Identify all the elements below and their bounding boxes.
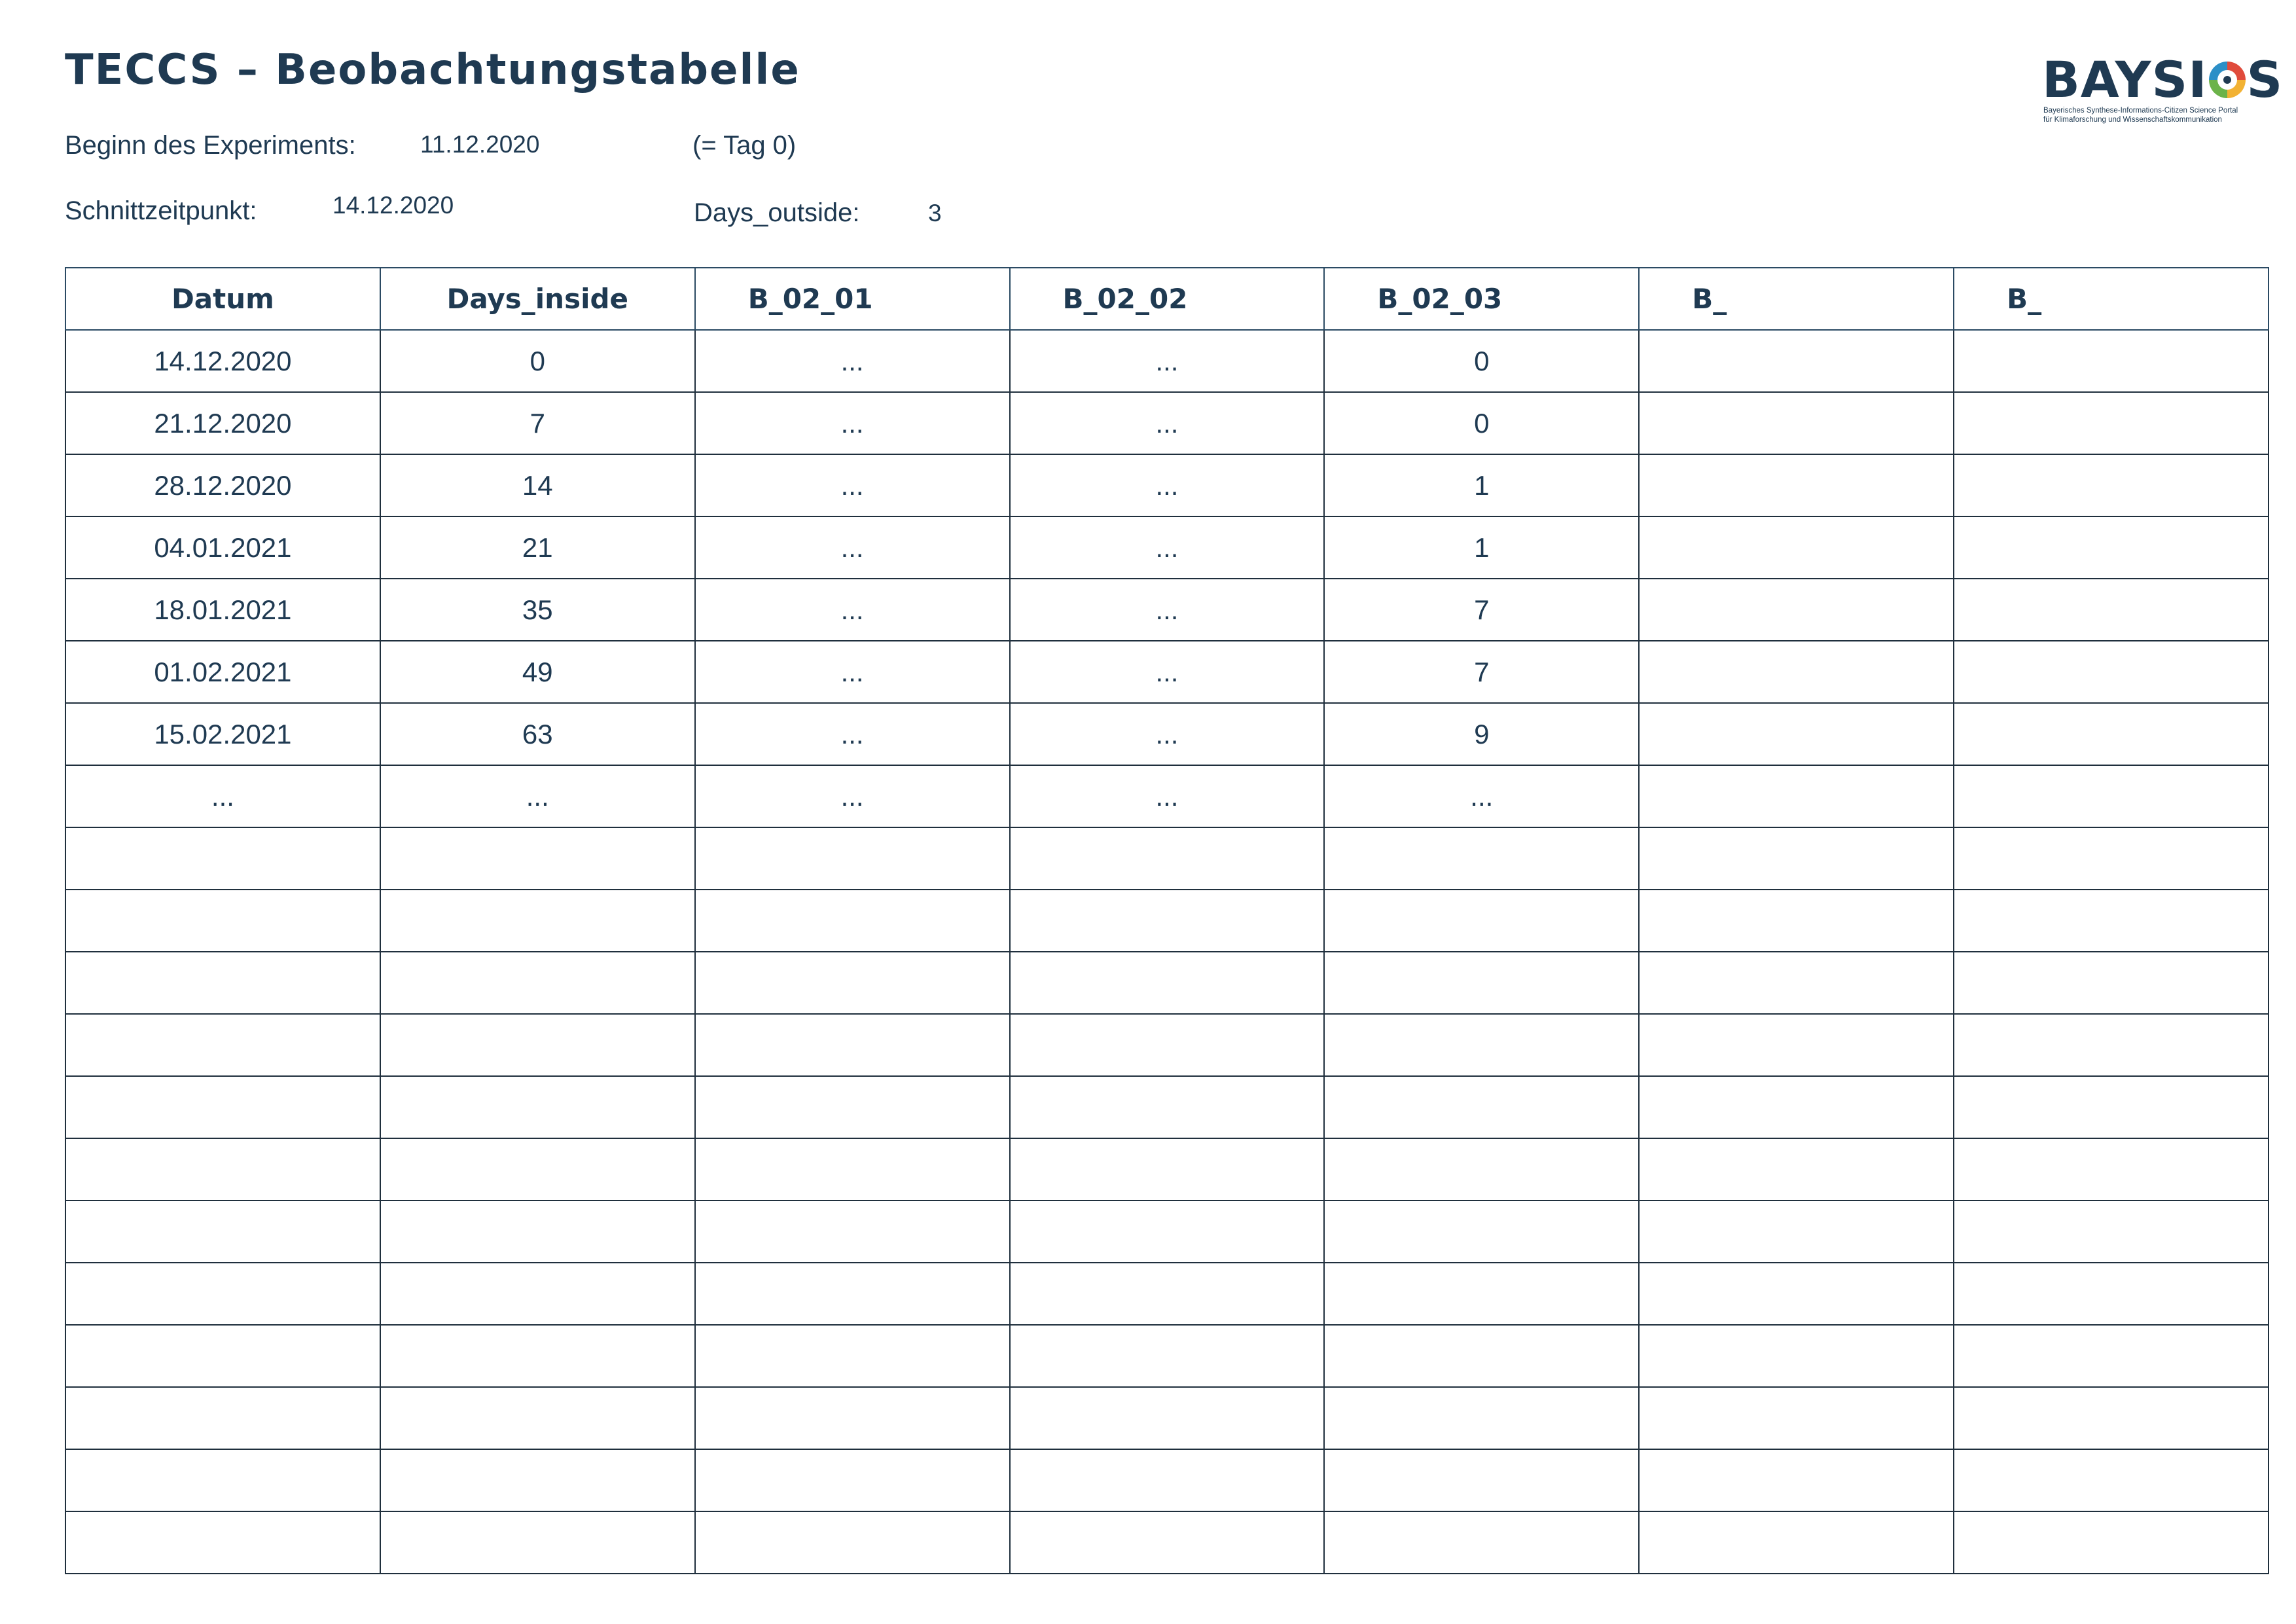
- table-cell[interactable]: [1324, 1325, 1639, 1387]
- table-cell[interactable]: [1639, 765, 1954, 827]
- table-cell[interactable]: [695, 1449, 1010, 1511]
- table-cell[interactable]: ...: [695, 765, 1010, 827]
- table-cell[interactable]: [1639, 703, 1954, 765]
- table-cell[interactable]: [1639, 392, 1954, 454]
- table-cell[interactable]: [1324, 952, 1639, 1014]
- table-cell[interactable]: [1324, 1076, 1639, 1138]
- table-cell[interactable]: ...: [1010, 330, 1325, 392]
- table-cell[interactable]: [695, 890, 1010, 952]
- table-cell[interactable]: 7: [1324, 579, 1639, 641]
- table-cell[interactable]: [65, 1014, 380, 1076]
- table-cell[interactable]: 1: [1324, 454, 1639, 516]
- table-cell[interactable]: [1954, 1014, 2269, 1076]
- logo-wordmark-left: BAYSI: [2042, 50, 2208, 109]
- table-row: [65, 641, 2269, 703]
- table-cell[interactable]: [695, 1200, 1010, 1263]
- table-cell[interactable]: ...: [1010, 703, 1325, 765]
- table-row: [65, 392, 2269, 454]
- table-cell[interactable]: 01.02.2021: [65, 641, 380, 703]
- table-cell[interactable]: ...: [695, 579, 1010, 641]
- table-cell[interactable]: [1954, 641, 2269, 703]
- table-row: [65, 579, 2269, 641]
- table-cell[interactable]: ...: [1010, 765, 1325, 827]
- table-cell[interactable]: [1954, 579, 2269, 641]
- table-cell[interactable]: [1010, 1449, 1325, 1511]
- table-cell[interactable]: [1954, 1325, 2269, 1387]
- table-cell[interactable]: ...: [1010, 516, 1325, 579]
- table-cell[interactable]: 28.12.2020: [65, 454, 380, 516]
- table-cell[interactable]: [1954, 1138, 2269, 1200]
- table-cell[interactable]: [1010, 1200, 1325, 1263]
- table-header-row: [65, 268, 2269, 330]
- days-outside-label: Days_outside:: [694, 198, 860, 227]
- table-cell[interactable]: [1324, 890, 1639, 952]
- table-cell[interactable]: [1010, 1263, 1325, 1325]
- table-cell[interactable]: [695, 1014, 1010, 1076]
- table-cell[interactable]: [1639, 1449, 1954, 1511]
- logo-subtitle-line-2: für Klimaforschung und Wissenschaftskommunikation: [2043, 116, 2222, 124]
- table-cell[interactable]: [380, 890, 695, 952]
- cut-time-label: Schnittzeitpunkt:: [65, 196, 257, 225]
- table-cell[interactable]: [1639, 641, 1954, 703]
- table-cell[interactable]: [380, 1076, 695, 1138]
- table-cell[interactable]: [1639, 952, 1954, 1014]
- table-cell[interactable]: 7: [1324, 641, 1639, 703]
- table-cell[interactable]: 0: [1324, 392, 1639, 454]
- table-cell[interactable]: [65, 952, 380, 1014]
- table-cell[interactable]: [380, 1263, 695, 1325]
- logo-subtitle: [2043, 106, 2238, 124]
- column-header-datum: Datum: [65, 268, 380, 330]
- table-cell[interactable]: [65, 1387, 380, 1449]
- table-cell[interactable]: [1324, 1263, 1639, 1325]
- table-row: [65, 1449, 2269, 1511]
- table-cell[interactable]: [380, 1511, 695, 1574]
- table-row: [65, 703, 2269, 765]
- table-cell[interactable]: [1954, 1076, 2269, 1138]
- table-cell[interactable]: [1954, 1200, 2269, 1263]
- table-cell[interactable]: [1639, 454, 1954, 516]
- table-cell[interactable]: 21: [380, 516, 695, 579]
- table-cell[interactable]: [1639, 1325, 1954, 1387]
- table-cell[interactable]: 15.02.2021: [65, 703, 380, 765]
- table-cell[interactable]: [1954, 827, 2269, 890]
- table-cell[interactable]: ...: [695, 330, 1010, 392]
- table-cell[interactable]: [695, 1263, 1010, 1325]
- table-cell[interactable]: [1324, 1014, 1639, 1076]
- table-cell[interactable]: 14.12.2020: [65, 330, 380, 392]
- table-cell[interactable]: [695, 1511, 1010, 1574]
- table-cell[interactable]: 49: [380, 641, 695, 703]
- logo-wordmark-right: S: [2246, 50, 2284, 109]
- table-cell[interactable]: [1954, 1387, 2269, 1449]
- page-title: TECCS – Beobachtungstabelle: [65, 46, 800, 94]
- table-cell[interactable]: [1639, 1263, 1954, 1325]
- table-cell[interactable]: [1010, 1325, 1325, 1387]
- table-cell[interactable]: [1954, 952, 2269, 1014]
- table-cell[interactable]: [1010, 1138, 1325, 1200]
- table-cell[interactable]: 35: [380, 579, 695, 641]
- table-cell[interactable]: [1639, 516, 1954, 579]
- column-header-b-02-01: B_02_01: [695, 268, 1010, 330]
- table-cell[interactable]: [380, 1014, 695, 1076]
- table-cell[interactable]: [65, 1449, 380, 1511]
- table-cell[interactable]: ...: [695, 641, 1010, 703]
- table-cell[interactable]: [1010, 952, 1325, 1014]
- table-cell[interactable]: ...: [1324, 765, 1639, 827]
- table-cell[interactable]: 0: [380, 330, 695, 392]
- table-cell[interactable]: 04.01.2021: [65, 516, 380, 579]
- column-header-b-02-03: B_02_03: [1324, 268, 1639, 330]
- table-row: [65, 1076, 2269, 1138]
- table-cell[interactable]: ...: [1010, 641, 1325, 703]
- table-row: [65, 1014, 2269, 1076]
- table-cell[interactable]: [1954, 454, 2269, 516]
- logo-ring-icon: [2209, 62, 2246, 98]
- table-cell[interactable]: [1954, 1449, 2269, 1511]
- table-cell[interactable]: [1324, 1200, 1639, 1263]
- table-cell[interactable]: [1010, 1387, 1325, 1449]
- table-cell[interactable]: [1639, 330, 1954, 392]
- table-cell[interactable]: [380, 1449, 695, 1511]
- table-cell[interactable]: [1639, 890, 1954, 952]
- table-cell[interactable]: ...: [695, 392, 1010, 454]
- table-cell[interactable]: [1639, 1076, 1954, 1138]
- table-cell[interactable]: ...: [695, 703, 1010, 765]
- table-row: [65, 454, 2269, 516]
- table-cell[interactable]: [1639, 1138, 1954, 1200]
- table-cell[interactable]: [1954, 330, 2269, 392]
- table-cell[interactable]: [1010, 827, 1325, 890]
- table-row: [65, 1138, 2269, 1200]
- table-row: [65, 890, 2269, 952]
- table-cell[interactable]: [380, 1325, 695, 1387]
- table-cell[interactable]: ...: [1010, 579, 1325, 641]
- table-cell[interactable]: [1324, 1138, 1639, 1200]
- table-cell[interactable]: 1: [1324, 516, 1639, 579]
- days-outside-value: 3: [928, 200, 942, 226]
- table-cell[interactable]: [1639, 1200, 1954, 1263]
- table-cell[interactable]: ...: [1010, 454, 1325, 516]
- table-row: [65, 952, 2269, 1014]
- table-cell[interactable]: [380, 827, 695, 890]
- table-cell[interactable]: [380, 1200, 695, 1263]
- table-cell[interactable]: [380, 952, 695, 1014]
- table-cell[interactable]: [1324, 1387, 1639, 1449]
- table-cell[interactable]: [1639, 579, 1954, 641]
- table-cell[interactable]: [1639, 827, 1954, 890]
- table-cell[interactable]: [1954, 703, 2269, 765]
- table-cell[interactable]: 9: [1324, 703, 1639, 765]
- table-cell[interactable]: [1010, 1014, 1325, 1076]
- table-cell[interactable]: [1954, 392, 2269, 454]
- table-row: [65, 330, 2269, 392]
- baysics-logo: [2042, 50, 2284, 126]
- table-cell[interactable]: [65, 1076, 380, 1138]
- table-cell[interactable]: [1324, 1449, 1639, 1511]
- table-cell[interactable]: 18.01.2021: [65, 579, 380, 641]
- table-cell[interactable]: 7: [380, 392, 695, 454]
- table-cell[interactable]: [1010, 1511, 1325, 1574]
- table-row: [65, 827, 2269, 890]
- table-cell[interactable]: [1324, 827, 1639, 890]
- table-cell[interactable]: [1954, 1511, 2269, 1574]
- table-cell[interactable]: 21.12.2020: [65, 392, 380, 454]
- table-row: [65, 1387, 2269, 1449]
- table-row: [65, 1200, 2269, 1263]
- table-cell[interactable]: [65, 1325, 380, 1387]
- table-cell[interactable]: ...: [1010, 392, 1325, 454]
- table-cell[interactable]: [65, 1200, 380, 1263]
- table-cell[interactable]: [1324, 1511, 1639, 1574]
- table-cell[interactable]: [695, 1325, 1010, 1387]
- column-header-b-02-02: B_02_02: [1010, 268, 1325, 330]
- table-cell[interactable]: ...: [695, 454, 1010, 516]
- experiment-start-value: 11.12.2020: [420, 131, 540, 158]
- table-cell[interactable]: [65, 1511, 380, 1574]
- day-zero-note: (= Tag 0): [692, 131, 797, 160]
- table-cell[interactable]: [1639, 1511, 1954, 1574]
- table-cell[interactable]: [695, 1387, 1010, 1449]
- table-row: [65, 765, 2269, 827]
- table-cell[interactable]: [1954, 1263, 2269, 1325]
- table-cell[interactable]: [65, 827, 380, 890]
- table-row: [65, 1325, 2269, 1387]
- table-cell[interactable]: [695, 1076, 1010, 1138]
- table-cell[interactable]: 0: [1324, 330, 1639, 392]
- table-cell[interactable]: [65, 1263, 380, 1325]
- table-cell[interactable]: [380, 1138, 695, 1200]
- table-cell[interactable]: [695, 1138, 1010, 1200]
- observation-table: [65, 267, 2269, 1574]
- table-cell[interactable]: [1010, 890, 1325, 952]
- table-cell[interactable]: [695, 952, 1010, 1014]
- table-cell[interactable]: [695, 827, 1010, 890]
- table-cell[interactable]: [380, 1387, 695, 1449]
- table-row: [65, 516, 2269, 579]
- table-cell[interactable]: [1010, 1076, 1325, 1138]
- column-header-b-blank-2: B_: [1954, 268, 2269, 330]
- table-cell[interactable]: 63: [380, 703, 695, 765]
- table-cell[interactable]: [1954, 765, 2269, 827]
- table-row: [65, 1511, 2269, 1574]
- table-cell[interactable]: ...: [695, 516, 1010, 579]
- table-cell[interactable]: [1954, 890, 2269, 952]
- table-cell[interactable]: ...: [65, 765, 380, 827]
- table-cell[interactable]: [65, 1138, 380, 1200]
- table-cell[interactable]: [1639, 1387, 1954, 1449]
- experiment-start-label: Beginn des Experiments:: [65, 131, 356, 160]
- table-cell[interactable]: [1639, 1014, 1954, 1076]
- column-header-days-inside: Days_inside: [380, 268, 695, 330]
- table-cell[interactable]: [1954, 516, 2269, 579]
- cut-time-value: 14.12.2020: [332, 192, 454, 219]
- table-cell[interactable]: 14: [380, 454, 695, 516]
- table-row: [65, 1263, 2269, 1325]
- column-header-b-blank-1: B_: [1639, 268, 1954, 330]
- logo-subtitle-line-1: Bayerisches Synthese-Informations-Citizen Science Portal: [2043, 107, 2238, 115]
- table-cell[interactable]: ...: [380, 765, 695, 827]
- table-cell[interactable]: [65, 890, 380, 952]
